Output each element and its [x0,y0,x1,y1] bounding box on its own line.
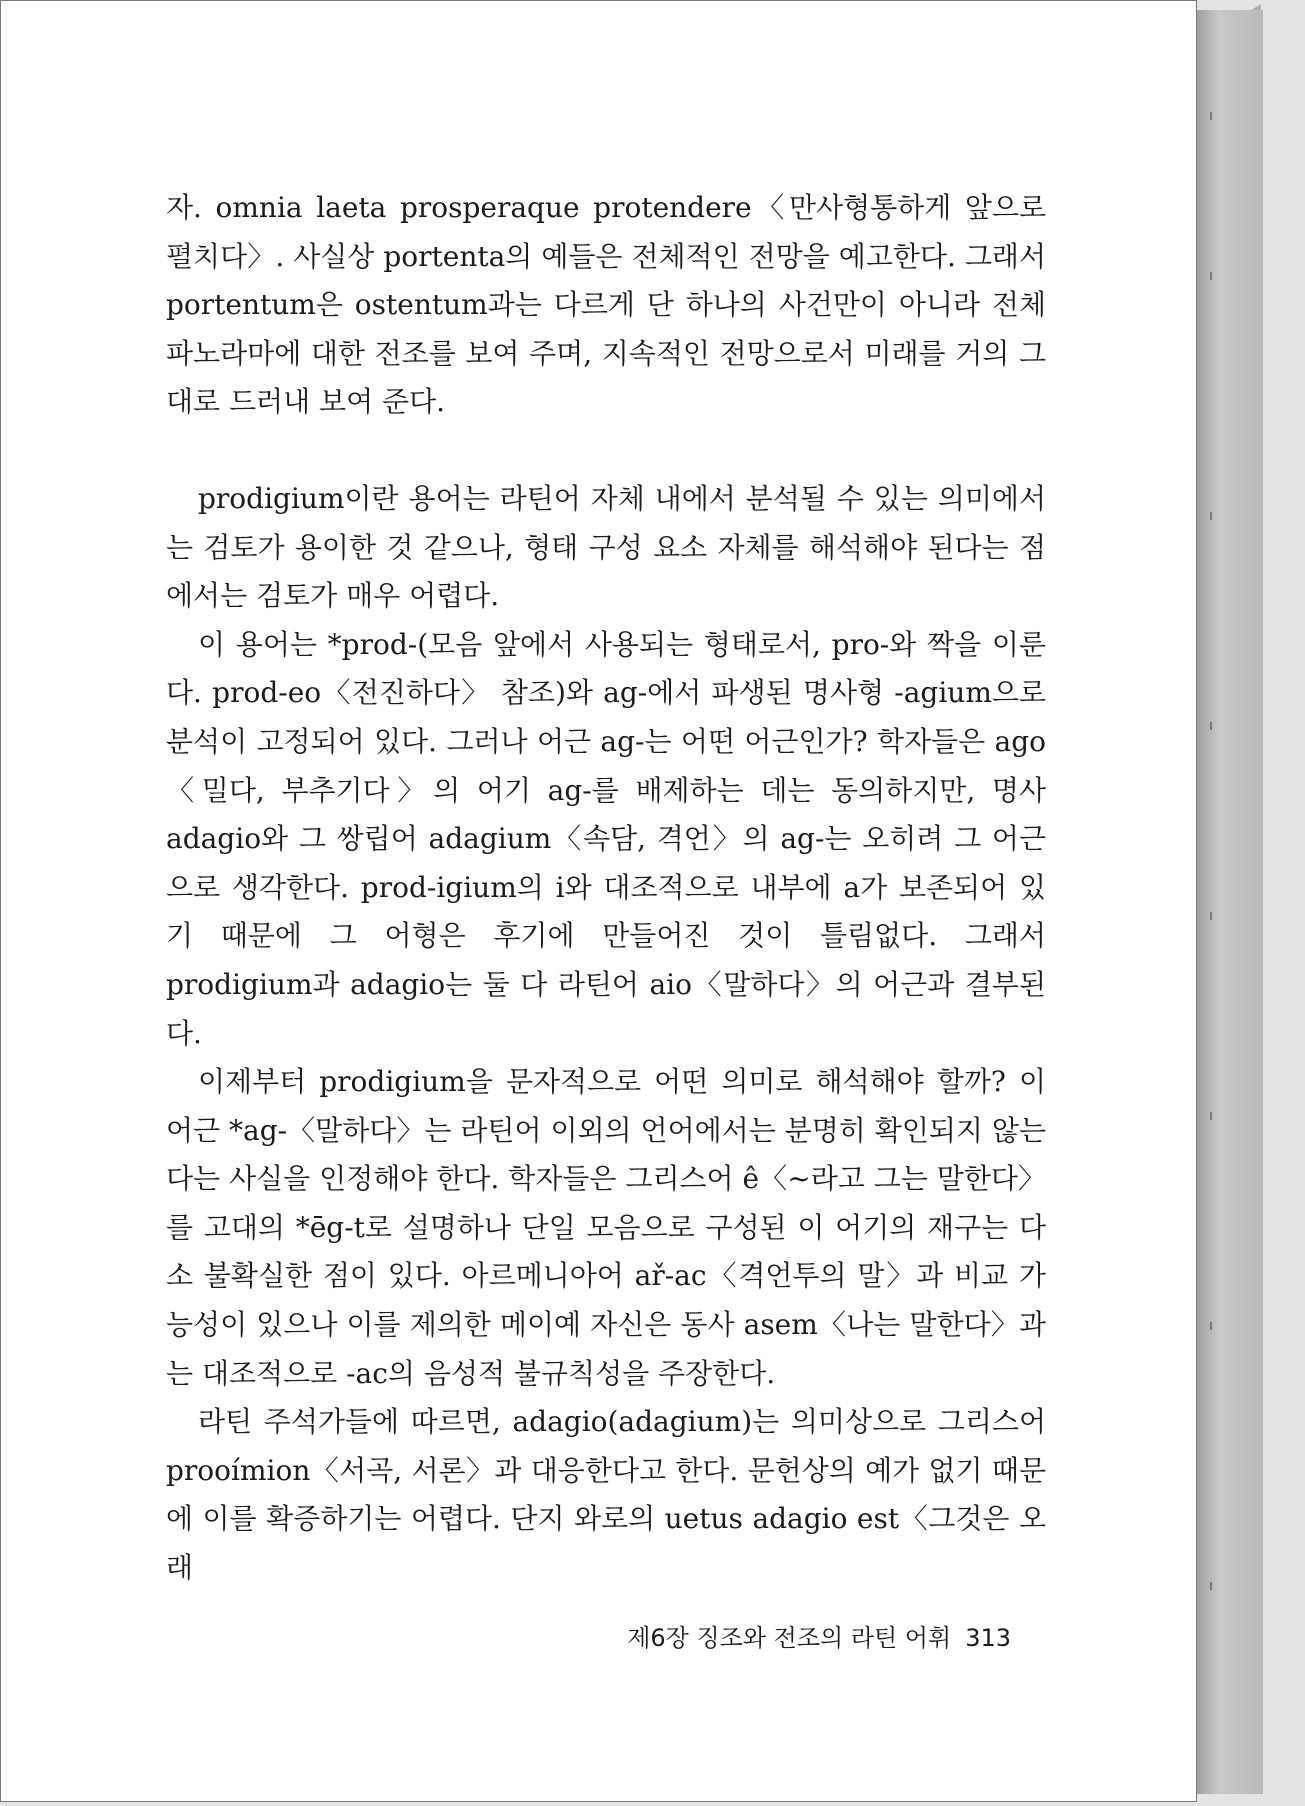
edge-mark [1210,1112,1212,1120]
edge-mark [1210,722,1212,730]
body-text [166,184,1046,1593]
edge-mark [1210,512,1212,520]
running-footer [1,1618,1011,1653]
edge-mark [1210,112,1212,120]
edge-mark [1210,272,1212,280]
paragraph: prodigium이란 용어는 라틴어 자체 내에서 분석될 수 있는 의미에서는 검토가 용이한 것 같으나, 형태 구성 요소 자체를 해석해야 된다는 점에서는 검토가 매우 어렵다. [166,481,1046,613]
edge-mark [1210,1322,1212,1330]
paragraph: 라틴 주석가들에 따르면, adagio(adagium)는 의미상으로 그리스어 prooímion〈서곡, 서론〉과 대응한다고 한다. 문헌상의 예가 없기 때문에 이를 확증하기는 어렵다. 단지 와로의 uetus adagio est〈그것은 오래 [166,1405,1046,1585]
paragraph-gap [166,427,1046,475]
chapter-title: 제6장 징조와 전조의 라틴 어휘 [627,1624,952,1652]
page-number: 313 [965,1624,1011,1652]
paragraph: 이 용어는 *prod-(모음 앞에서 사용되는 형태로서, pro-와 짝을 이룬다. prod-eo〈전진하다〉 참조)와 ag-에서 파생된 명사형 -agium으로 분석이 고정되어 있다. 그러나 어근 ag-는 어떤 어근인가? 학자들은 ago〈밀다, 부추기다〉의 어기 ag-를 배제하는 데는 동의하지만, 명사 adagio와 그 쌍립어 adagium〈속담, 격언〉의 ag-는 오히려 그 어근으로 생각한다. prod-igium의 i와 대조적으로 내부에 a가 보존되어 있기 때문에 그 어형은 후기에 만들어진 것이 틀림없다. 그래서 prodigium과 adagio는 둘 다 라틴어 aio〈말하다〉의 어근과 결부된다. [166,627,1046,1050]
edge-mark [1210,1582,1212,1590]
paragraph: 이제부터 prodigium을 문자적으로 어떤 의미로 해석해야 할까? 이 어근 *ag-〈말하다〉는 라틴어 이외의 언어에서는 분명히 확인되지 않는다는 사실을 인정해야 한다. 학자들은 그리스어 ê〈~라고 그는 말한다〉를 고대의 *ēg-t로 설명하나 단일 모음으로 구성된 이 어기의 재구는 다소 불확실한 점이 있다. 아르메니아어 ař-ac〈격언투의 말〉과 비교 가능성이 있으나 이를 제의한 메이예 자신은 동사 asem〈나는 말한다〉과는 대조적으로 -ac의 음성적 불규칙성을 주장한다. [166,1065,1046,1390]
page-stack-edge [1195,10,1263,1794]
edge-mark [1210,912,1212,920]
paragraph: 자. omnia laeta prosperaque protendere〈만사형통하게 앞으로 펼치다〉. 사실상 portenta의 예들은 전체적인 전망을 예고한다. 그래서 portentum은 ostentum과는 다르게 단 하나의 사건만이 아니라 전체 파노라마에 대한 전조를 보여 주며, 지속적인 전망으로서 미래를 거의 그대로 드러내 보여 준다. [166,191,1046,419]
